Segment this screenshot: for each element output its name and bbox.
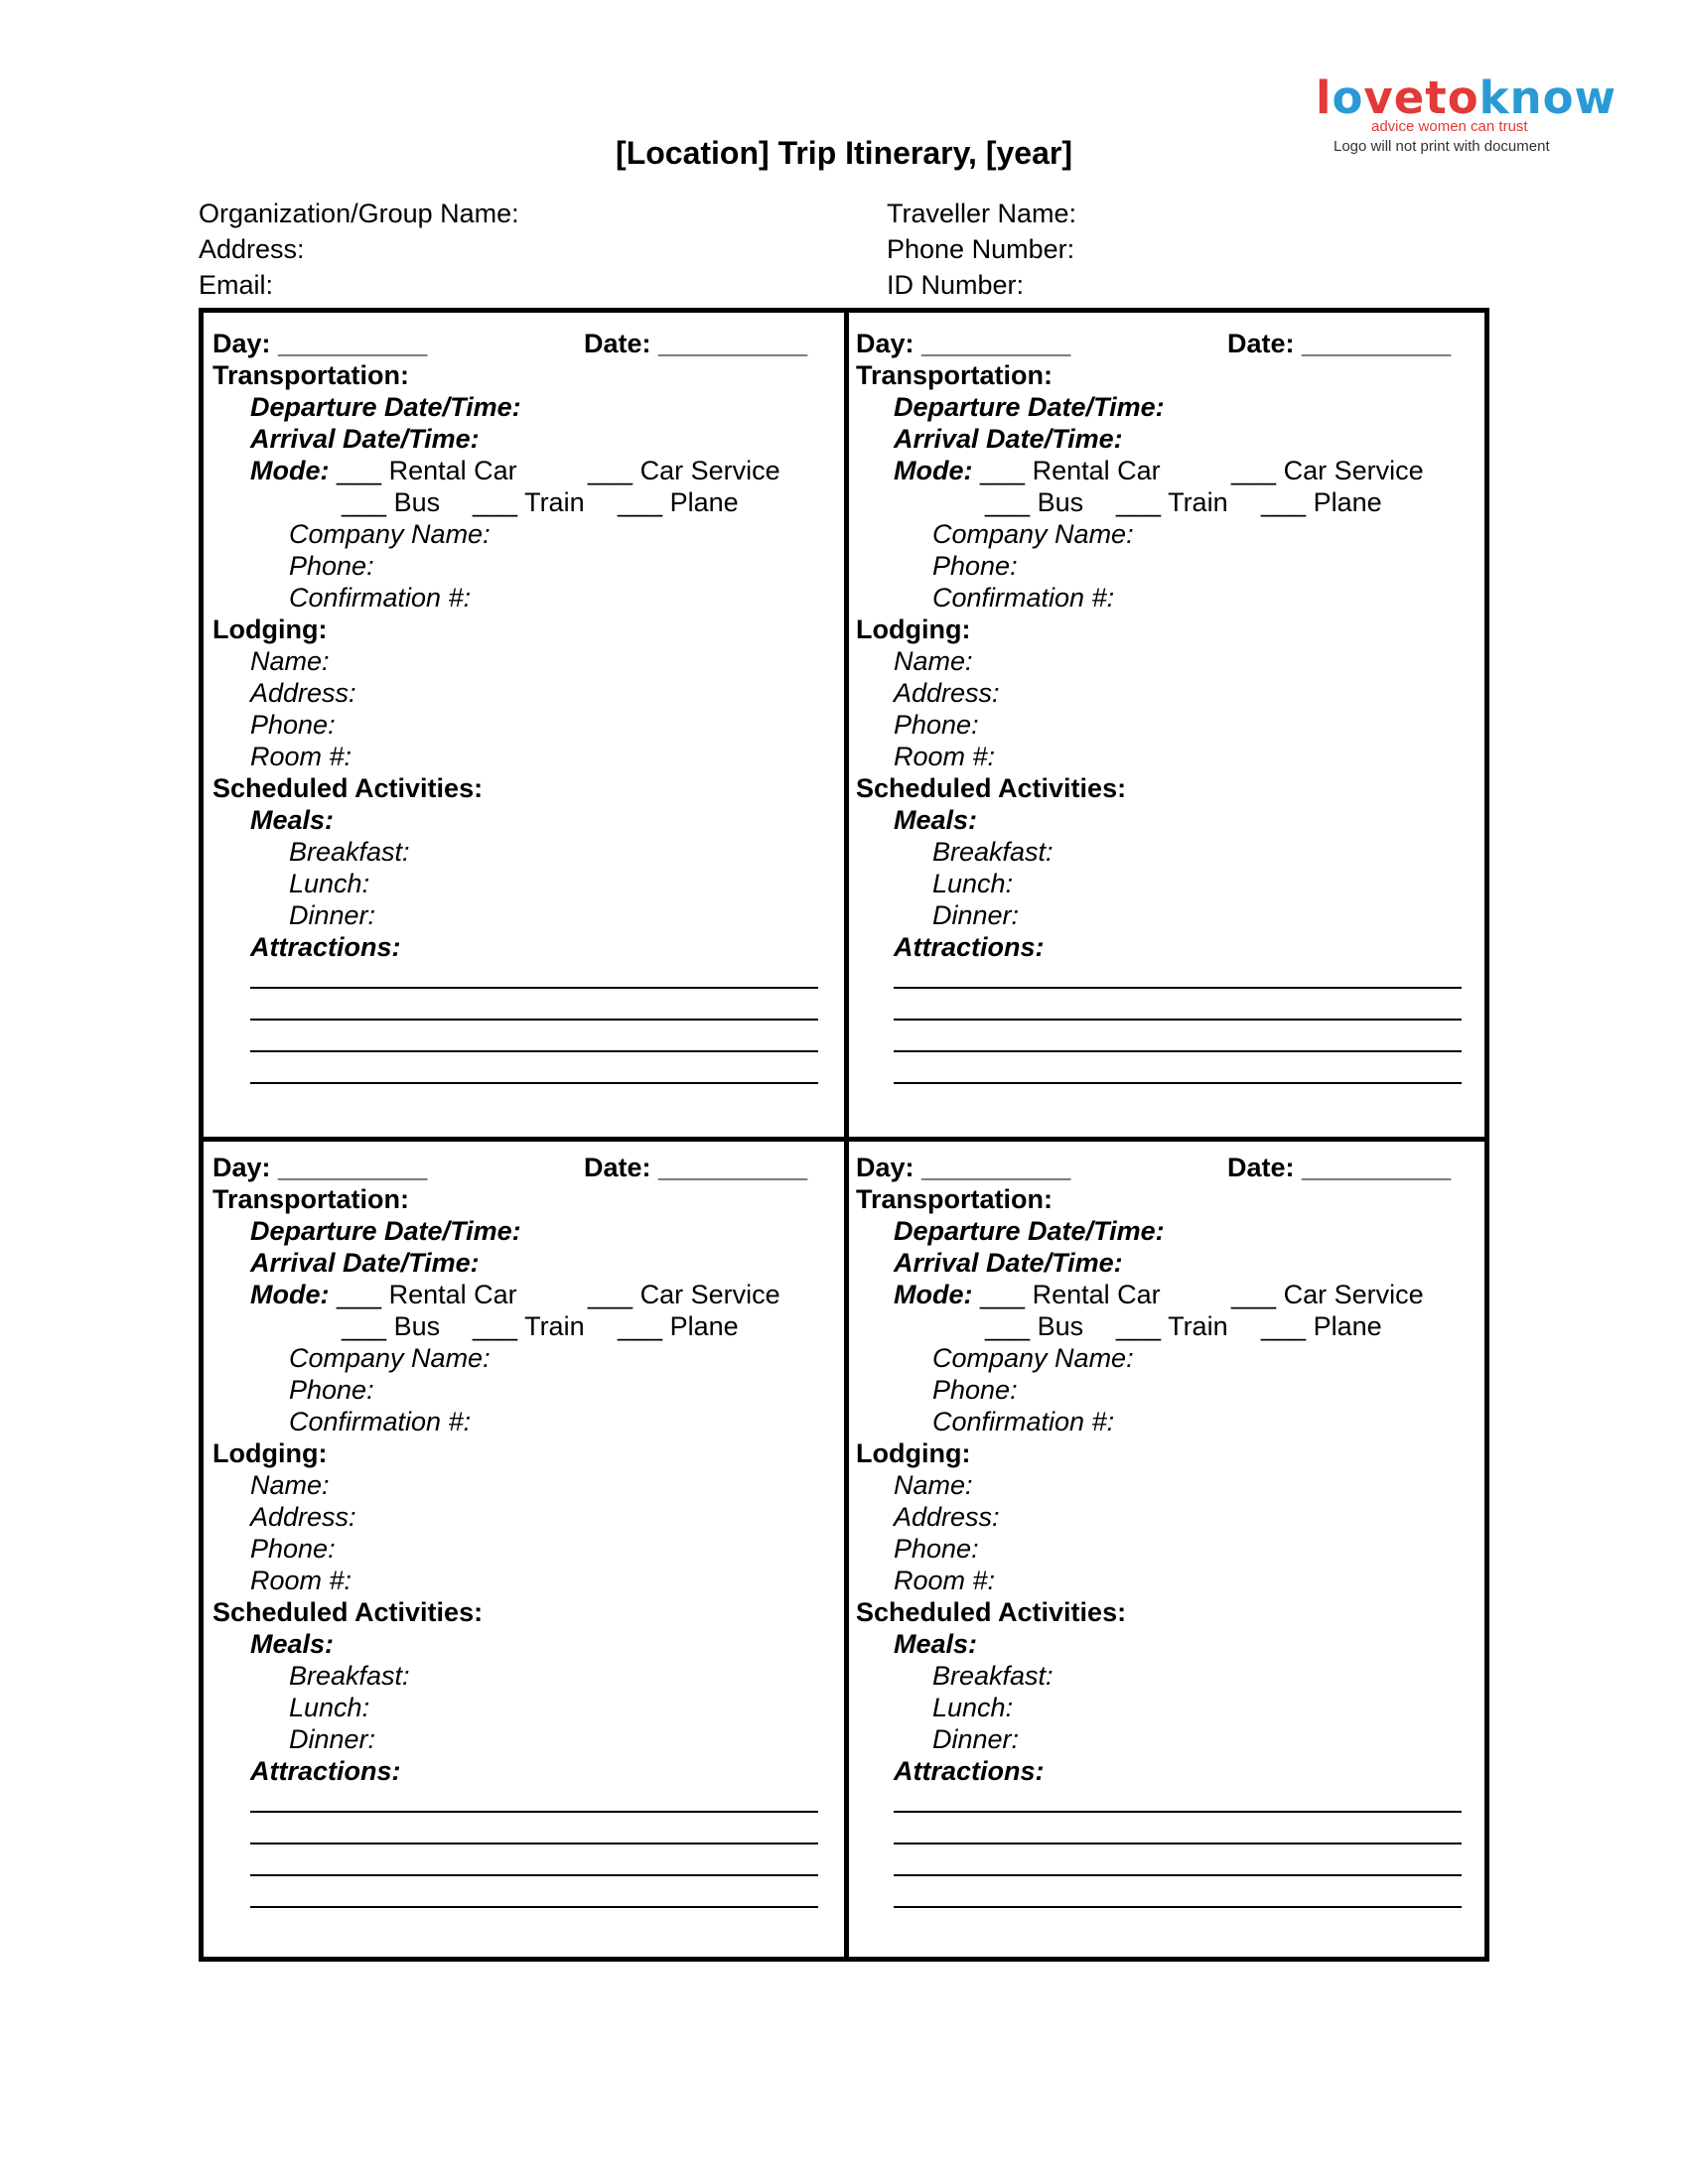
mode-blank[interactable]: ___: [1116, 1311, 1162, 1341]
plane-option: [1261, 486, 1382, 518]
date-text: Date:: [1227, 329, 1295, 358]
breakfast-label: Breakfast:: [932, 837, 1054, 867]
mode-blank[interactable]: ___: [342, 487, 387, 517]
lunch-label: Lunch:: [932, 869, 1014, 898]
mode-blank[interactable]: ___: [980, 1280, 1026, 1309]
arrival-label: Arrival Date/Time:: [894, 1248, 1123, 1278]
mode-blank[interactable]: ___: [1231, 456, 1277, 485]
departure-label: Departure Date/Time:: [250, 1216, 521, 1246]
date-label: [1227, 1152, 1451, 1183]
mode-blank[interactable]: ___: [473, 487, 518, 517]
logo-part-know: know: [1478, 71, 1618, 124]
day-text: Day:: [856, 329, 914, 358]
date-label: [584, 328, 807, 359]
breakfast-label: Breakfast:: [289, 837, 410, 867]
room-label: Room #:: [894, 742, 996, 771]
lodging-address-label: Address:: [894, 678, 1000, 708]
arrival-label: Arrival Date/Time:: [250, 424, 480, 454]
car-service-option: [1231, 1279, 1424, 1310]
mode-blank[interactable]: ___: [473, 1311, 518, 1341]
lodging-address-label: Address:: [250, 1502, 356, 1532]
mode-blank[interactable]: ___: [618, 487, 663, 517]
lodging-phone-label: Phone:: [894, 1534, 979, 1564]
mode-label: Mode:: [250, 1280, 330, 1309]
transportation-heading: Transportation:: [212, 360, 410, 390]
company-name-label: Company Name:: [932, 519, 1134, 549]
mode-blank[interactable]: ___: [985, 1311, 1031, 1341]
day-label: [856, 1152, 1070, 1183]
attractions-label: Attractions:: [250, 932, 401, 962]
scheduled-activities-heading: Scheduled Activities:: [856, 773, 1127, 803]
mode-option-car-service: Car Service: [639, 1280, 780, 1309]
mode-blank[interactable]: ___: [337, 456, 382, 485]
meals-label: Meals:: [894, 805, 978, 835]
lodging-name-label: Name:: [894, 646, 973, 676]
mode-blank[interactable]: ___: [588, 456, 633, 485]
transportation-heading: Transportation:: [856, 1184, 1054, 1214]
logo-part-o: o: [1332, 71, 1364, 124]
mode-row-1: [250, 1279, 780, 1310]
day-blank[interactable]: __________: [278, 1153, 428, 1182]
attractions-line[interactable]: [894, 1874, 1462, 1876]
mode-label: Mode:: [894, 1280, 973, 1309]
mode-label: Mode:: [250, 456, 330, 485]
breakfast-label: Breakfast:: [289, 1661, 410, 1691]
breakfast-label: Breakfast:: [932, 1661, 1054, 1691]
train-option: [1116, 1310, 1228, 1342]
bus-option: [985, 486, 1083, 518]
lodging-phone-label: Phone:: [894, 710, 979, 740]
lodging-phone-label: Phone:: [250, 710, 336, 740]
room-label: Room #:: [250, 742, 352, 771]
attractions-line[interactable]: [250, 987, 818, 989]
lodging-address-label: Address:: [894, 1502, 1000, 1532]
day-text: Day:: [212, 329, 271, 358]
attractions-line[interactable]: [894, 1082, 1462, 1084]
mode-row-1: [894, 455, 1424, 486]
day-blank[interactable]: __________: [921, 329, 1071, 358]
mode-blank[interactable]: ___: [588, 1280, 633, 1309]
attractions-line[interactable]: [894, 1811, 1462, 1813]
attractions-line[interactable]: [250, 1019, 818, 1021]
mode-blank[interactable]: ___: [1116, 487, 1162, 517]
meals-label: Meals:: [250, 1629, 335, 1659]
date-blank[interactable]: __________: [1302, 1153, 1452, 1182]
train-option: [473, 486, 585, 518]
plane-option: [1261, 1310, 1382, 1342]
logo-wordmark: [1316, 71, 1618, 124]
confirmation-label: Confirmation #:: [289, 583, 472, 613]
day-blank[interactable]: __________: [278, 329, 428, 358]
phone-number-label: Phone Number:: [887, 234, 1075, 264]
transport-phone-label: Phone:: [932, 551, 1018, 581]
mode-option-plane: Plane: [1313, 1311, 1382, 1341]
scheduled-activities-heading: Scheduled Activities:: [856, 1597, 1127, 1627]
departure-label: Departure Date/Time:: [250, 392, 521, 422]
car-service-option: [588, 1279, 780, 1310]
mode-option-train: Train: [1168, 487, 1228, 517]
page-title: [Location] Trip Itinerary, [year]: [616, 135, 1072, 171]
mode-option-plane: Plane: [1313, 487, 1382, 517]
dinner-label: Dinner:: [932, 1724, 1020, 1754]
attractions-line[interactable]: [250, 1050, 818, 1052]
mode-option-train: Train: [524, 487, 585, 517]
bus-option: [342, 1310, 440, 1342]
info-left: [199, 196, 519, 303]
bus-option: [342, 486, 440, 518]
lodging-name-label: Name:: [250, 646, 330, 676]
lodging-name-label: Name:: [894, 1470, 973, 1500]
arrival-label: Arrival Date/Time:: [250, 1248, 480, 1278]
mode-option-car-service: Car Service: [639, 456, 780, 485]
mode-option-car-service: Car Service: [1283, 1280, 1424, 1309]
date-text: Date:: [584, 329, 651, 358]
itinerary-grid: [199, 308, 1489, 1962]
lodging-heading: Lodging:: [856, 1438, 971, 1468]
day-text: Day:: [856, 1153, 914, 1182]
confirmation-label: Confirmation #:: [289, 1407, 472, 1436]
attractions-line[interactable]: [250, 1082, 818, 1084]
logo-note: Logo will not print with document: [1334, 138, 1550, 155]
mode-row-1: [250, 455, 780, 486]
mode-option-rental-car: Rental Car: [388, 456, 517, 485]
transportation-heading: Transportation:: [856, 360, 1054, 390]
mode-blank[interactable]: ___: [985, 487, 1031, 517]
mode-option-bus: Bus: [393, 487, 441, 517]
mode-option-rental-car: Rental Car: [388, 1280, 517, 1309]
mode-blank[interactable]: ___: [1261, 1311, 1307, 1341]
email-label: Email:: [199, 270, 274, 300]
mode-option-train: Train: [524, 1311, 585, 1341]
traveller-name-label: Traveller Name:: [887, 199, 1077, 228]
mode-blank[interactable]: ___: [342, 1311, 387, 1341]
lodging-phone-label: Phone:: [250, 1534, 336, 1564]
date-label: [584, 1152, 807, 1183]
lodging-heading: Lodging:: [856, 614, 971, 644]
day-label: [212, 1152, 427, 1183]
departure-label: Departure Date/Time:: [894, 392, 1165, 422]
mode-option-bus: Bus: [1037, 1311, 1084, 1341]
lunch-label: Lunch:: [289, 1693, 370, 1722]
plane-option: [618, 486, 739, 518]
date-text: Date:: [584, 1153, 651, 1182]
day-label: [856, 328, 1070, 359]
departure-label: Departure Date/Time:: [894, 1216, 1165, 1246]
date-label: [1227, 328, 1451, 359]
day-label: [212, 328, 427, 359]
mode-blank[interactable]: ___: [618, 1311, 663, 1341]
transport-phone-label: Phone:: [289, 551, 374, 581]
transport-phone-label: Phone:: [932, 1375, 1018, 1405]
confirmation-label: Confirmation #:: [932, 1407, 1115, 1436]
meals-label: Meals:: [894, 1629, 978, 1659]
car-service-option: [1231, 455, 1424, 486]
info-right: [887, 196, 1076, 303]
mode-blank[interactable]: ___: [1231, 1280, 1277, 1309]
lunch-label: Lunch:: [289, 869, 370, 898]
lodging-heading: Lodging:: [212, 614, 328, 644]
attractions-label: Attractions:: [894, 932, 1045, 962]
room-label: Room #:: [894, 1566, 996, 1595]
attractions-line[interactable]: [250, 1843, 818, 1844]
scheduled-activities-heading: Scheduled Activities:: [212, 773, 484, 803]
logo-part-l: l: [1316, 71, 1333, 124]
attractions-line[interactable]: [250, 1811, 818, 1813]
date-blank[interactable]: __________: [658, 1153, 808, 1182]
company-name-label: Company Name:: [932, 1343, 1134, 1373]
attractions-line[interactable]: [894, 1019, 1462, 1021]
lunch-label: Lunch:: [932, 1693, 1014, 1722]
transportation-heading: Transportation:: [212, 1184, 410, 1214]
company-name-label: Company Name:: [289, 519, 491, 549]
organization-label: Organization/Group Name:: [199, 199, 519, 228]
mode-blank[interactable]: ___: [980, 456, 1026, 485]
attractions-line[interactable]: [894, 1843, 1462, 1844]
scheduled-activities-heading: Scheduled Activities:: [212, 1597, 484, 1627]
lodging-heading: Lodging:: [212, 1438, 328, 1468]
company-name-label: Company Name:: [289, 1343, 491, 1373]
mode-option-plane: Plane: [669, 1311, 739, 1341]
train-option: [1116, 486, 1228, 518]
address-label: Address:: [199, 234, 305, 264]
bus-option: [985, 1310, 1083, 1342]
day-blank[interactable]: __________: [921, 1153, 1071, 1182]
date-text: Date:: [1227, 1153, 1295, 1182]
plane-option: [618, 1310, 739, 1342]
mode-blank[interactable]: ___: [1261, 487, 1307, 517]
confirmation-label: Confirmation #:: [932, 583, 1115, 613]
attractions-line[interactable]: [894, 1050, 1462, 1052]
date-blank[interactable]: __________: [1302, 329, 1452, 358]
attractions-label: Attractions:: [250, 1756, 401, 1786]
dinner-label: Dinner:: [289, 1724, 376, 1754]
grid-horizontal-divider: [204, 1137, 1484, 1142]
mode-blank[interactable]: ___: [337, 1280, 382, 1309]
mode-option-train: Train: [1168, 1311, 1228, 1341]
attractions-label: Attractions:: [894, 1756, 1045, 1786]
transport-phone-label: Phone:: [289, 1375, 374, 1405]
grid-vertical-divider: [844, 313, 849, 1957]
train-option: [473, 1310, 585, 1342]
dinner-label: Dinner:: [932, 900, 1020, 930]
date-blank[interactable]: __________: [658, 329, 808, 358]
mode-option-rental-car: Rental Car: [1032, 1280, 1161, 1309]
attractions-line[interactable]: [250, 1874, 818, 1876]
arrival-label: Arrival Date/Time:: [894, 424, 1123, 454]
mode-option-bus: Bus: [1037, 487, 1084, 517]
mode-option-rental-car: Rental Car: [1032, 456, 1161, 485]
attractions-line[interactable]: [250, 1906, 818, 1908]
logo-tagline: advice women can trust: [1371, 118, 1528, 135]
car-service-option: [588, 455, 780, 486]
room-label: Room #:: [250, 1566, 352, 1595]
mode-row-1: [894, 1279, 1424, 1310]
mode-option-bus: Bus: [393, 1311, 441, 1341]
mode-option-car-service: Car Service: [1283, 456, 1424, 485]
attractions-line[interactable]: [894, 987, 1462, 989]
lodging-name-label: Name:: [250, 1470, 330, 1500]
meals-label: Meals:: [250, 805, 335, 835]
lodging-address-label: Address:: [250, 678, 356, 708]
mode-label: Mode:: [894, 456, 973, 485]
mode-option-plane: Plane: [669, 487, 739, 517]
day-text: Day:: [212, 1153, 271, 1182]
logo-part-veto: veto: [1363, 71, 1479, 124]
attractions-line[interactable]: [894, 1906, 1462, 1908]
dinner-label: Dinner:: [289, 900, 376, 930]
id-number-label: ID Number:: [887, 270, 1025, 300]
